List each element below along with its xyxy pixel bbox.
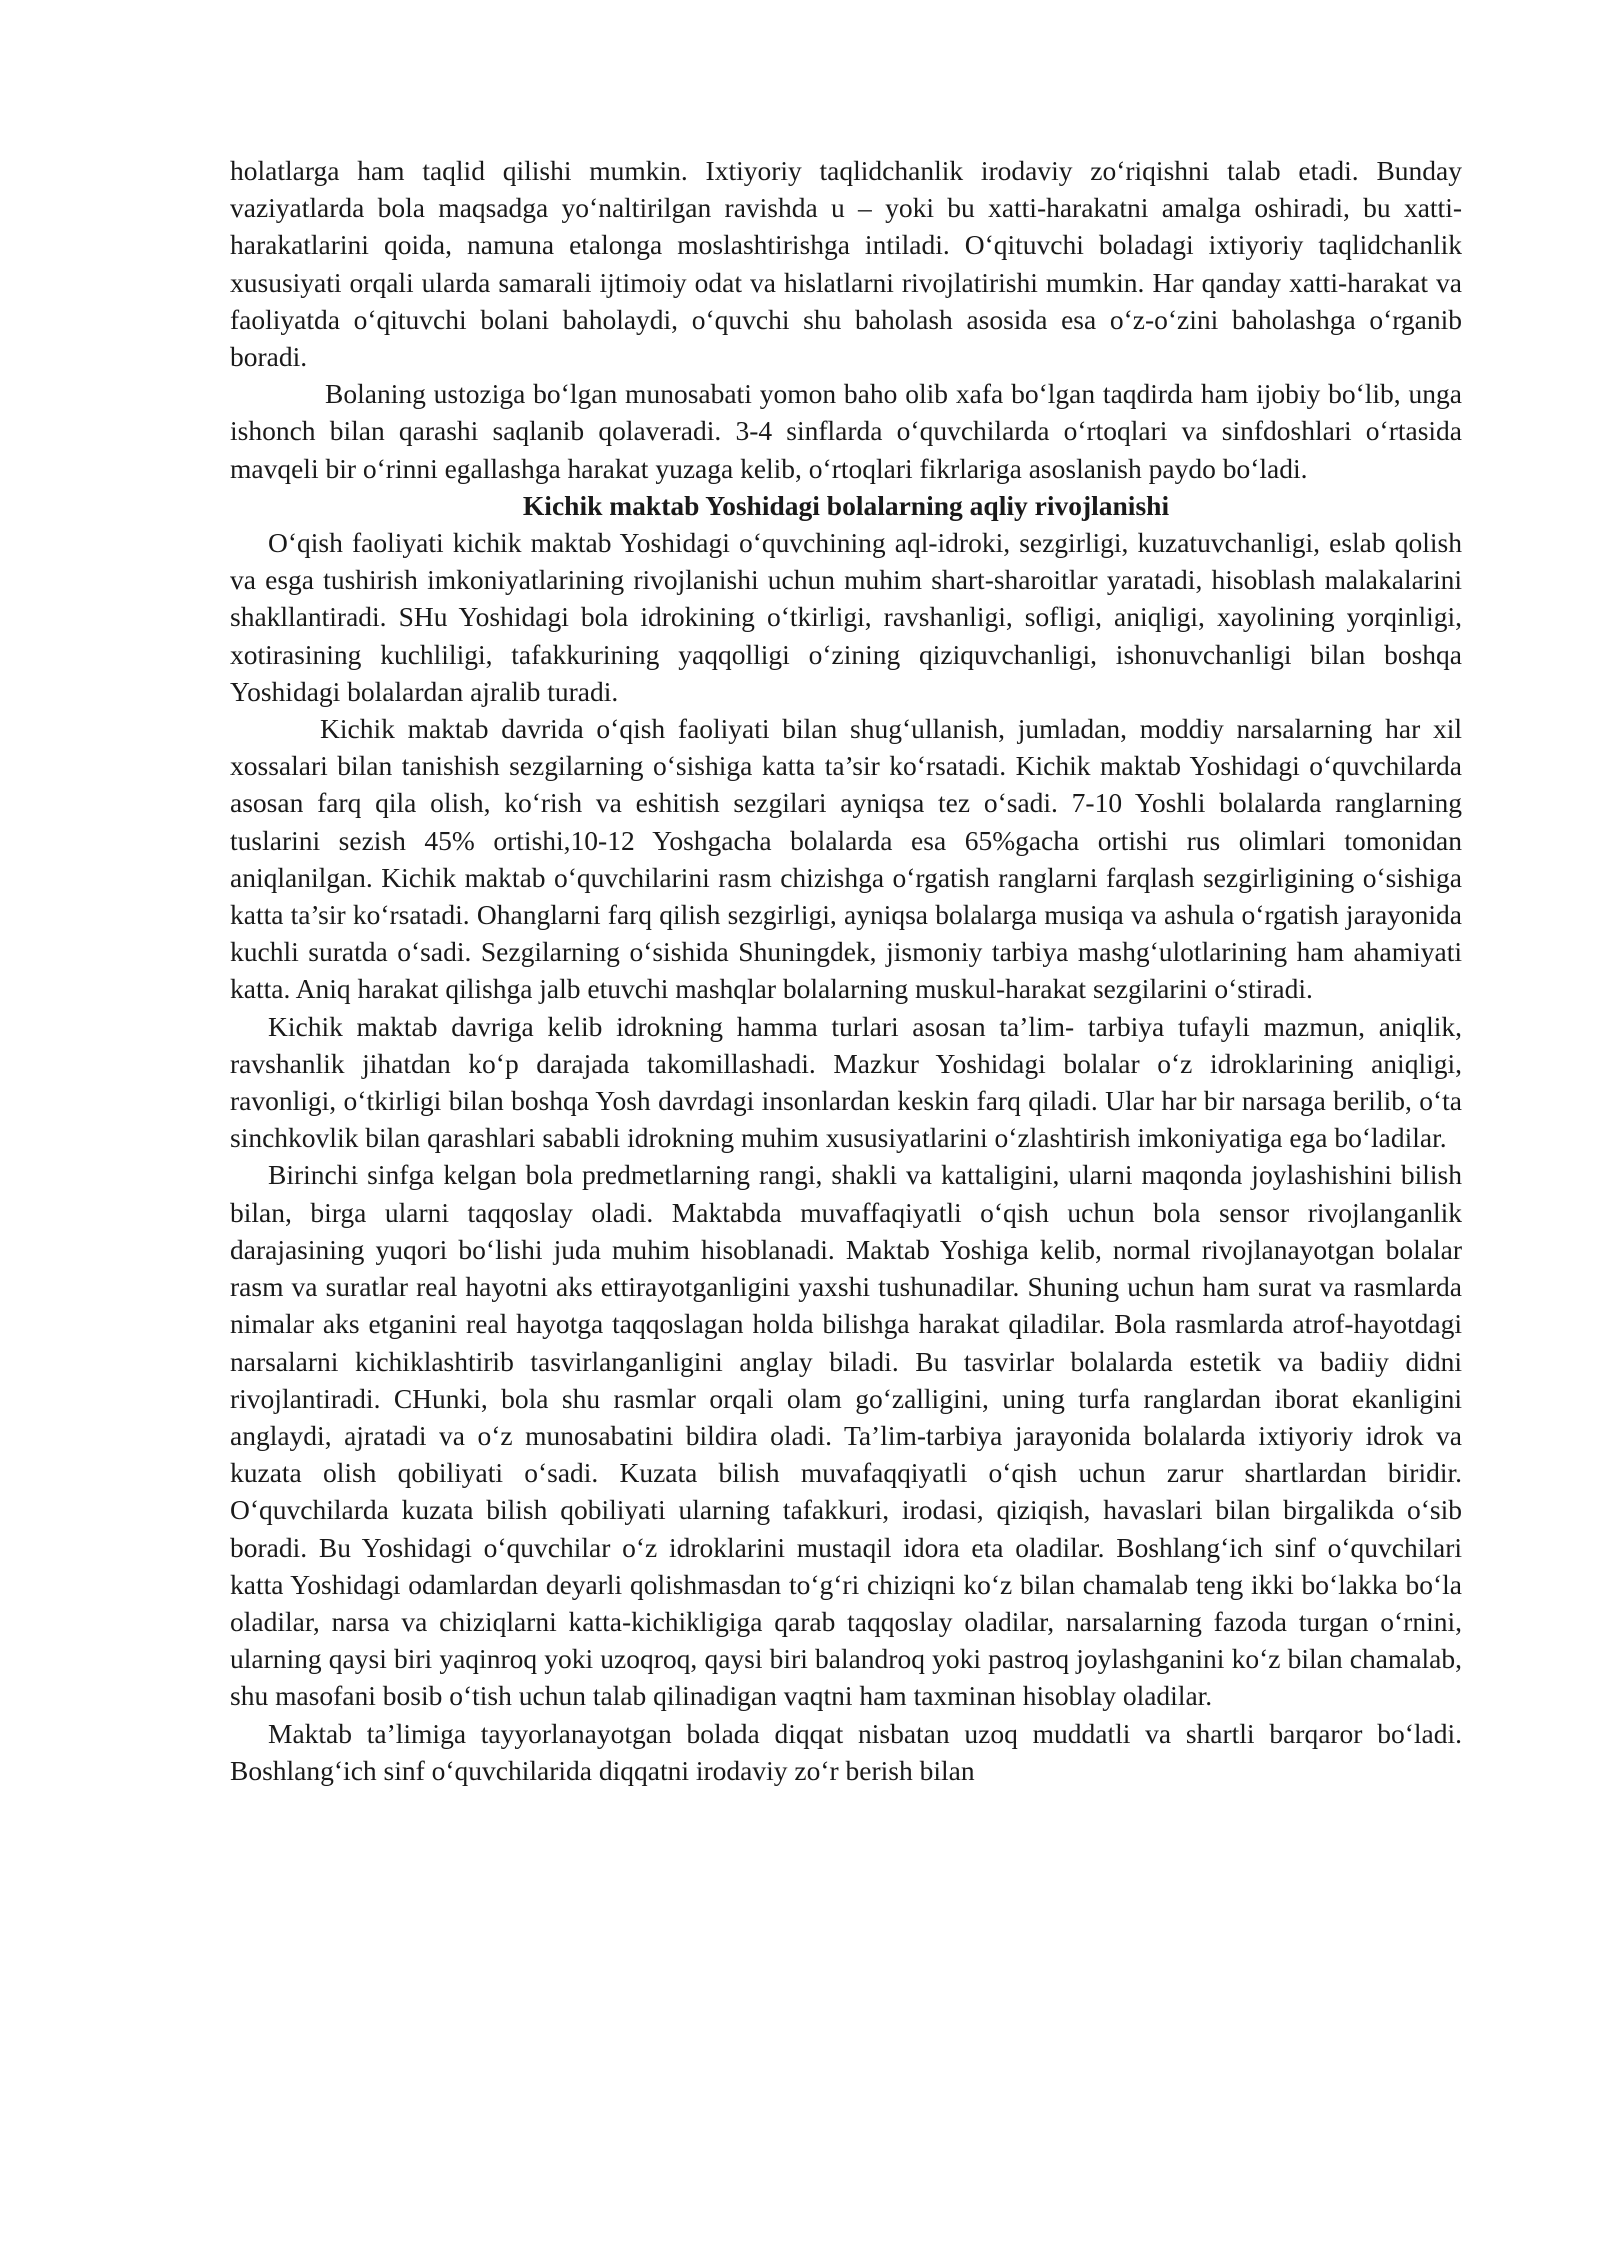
paragraph-attention: Maktab ta’limiga tayyorlanayotgan bolada diqqat nisbatan uzoq muddatli va shartli barqaror bo‘ladi. Boshlang‘ich sinf o‘quvchilarida diqqatni irodaviy zo‘r berish bilan bbox=[230, 1717, 1462, 1786]
paragraph-perception: Kichik maktab davriga kelib idrokning hamma turlari asosan ta’lim- tarbiya tufayli mazmun, aniqlik, ravshanlik jihatdan ko‘p darajada takomillashadi. Mazkur Yoshidagi bolalar o‘z idroklarining aniqligi, ravonligi, o‘tkirligi bilan boshqa Yosh davrdagi insonlardan keskin farq qiladi. Ular har bir narsaga berilib, o‘ta sinchkovlik bilan qarashlari sababli idrokning muhim xususiyatlarini o‘zlashtirish imkoniyatiga ega bo‘ladilar. bbox=[230, 1010, 1462, 1154]
paragraph-teacher-relationship: Bolaning ustoziga bo‘lgan munosabati yomon baho olib xafa bo‘lgan taqdirda ham ijobiy bo‘lib, unga ishonch bilan qarashi saqlanib qolaveradi. 3-4 sinflarda o‘quvchilarda o‘rtoqlari va sinfdoshlari o‘rtasida mavqeli bir o‘rinni egallashga harakat yuzaga kelib, o‘rtoqlari fikrlariga asoslanish paydo bo‘ladi. bbox=[230, 378, 1462, 484]
paragraph-reading-activity: O‘qish faoliyati kichik maktab Yoshidagi o‘quvchining aql-idroki, sezgirligi, kuzatuvchanligi, eslab qolish va esga tushirish imkoniyatlarining rivojlanishi uchun muhim shart-sharoitlar yaratadi, hisoblash malakalarini shakllantiradi. SHu Yoshidagi bola idrokining o‘tkirligi, ravshanligi, sofligi, aniqligi, xayolining yorqinligi, xotirasining kuchliligi, tafakkurining yaqqolligi o‘zining qiziquvchanligi, ishonuvchanligi bilan boshqa Yoshidagi bolalardan ajralib turadi. bbox=[230, 527, 1462, 707]
paragraph-sensory-development: Kichik maktab davrida o‘qish faoliyati bilan shug‘ullanish, jumladan, moddiy narsalarning har xil xossalari bilan tanishish sezgilarning o‘sishiga katta ta’sir ko‘rsatadi. Kichik maktab Yoshidagi o‘quvchilarda asosan farq qila olish, ko‘rish va eshitish sezgilari ayniqsa tez o‘sadi. 7-10 Yoshli bolalarda ranglarning tuslarini sezish 45% ortishi,10-12 Yoshgacha bolalarda esa 65%gacha ortishi rus olimlari tomonidan aniqlanilgan. Kichik maktab o‘quvchilarini rasm chizishga o‘rgatish ranglarni farqlash sezgirligining o‘sishiga katta ta’sir ko‘rsatadi. Ohanglarni farq qilish sezgirligi, ayniqsa bolalarga musiqa va ashula o‘rgatish jarayonida kuchli suratda o‘sadi. Sezgilarning o‘sishida Shuningdek, jismoniy tarbiya mashg‘ulotlarining ham ahamiyati katta. Aniq harakat qilishga jalb etuvchi mashqlar bolalarning muskul-harakat sezgilarini o‘stiradi. bbox=[230, 713, 1462, 1005]
section-heading: Kichik maktab Yoshidagi bolalarning aqliy rivojlanishi bbox=[522, 489, 1170, 521]
document-page bbox=[230, 152, 1462, 1789]
paragraph-continuation: holatlarga ham taqlid qilishi mumkin. Ixtiyoriy taqlidchanlik irodaviy zo‘riqishni talab etadi. Bunday vaziyatlarda bola maqsadga yo‘naltirilgan ravishda u – yoki bu xatti-harakatni amalga oshiradi, bu xatti-harakatlarini qoida, namuna etalonga moslashtirishga intiladi. O‘qituvchi boladagi ixtiyoriy taqlidchanlik xususiyati orqali ularda samarali ijtimoiy odat va hislatlarni rivojlatirishi mumkin. Har qanday xatti-harakat va faoliyatda o‘qituvchi bolani baholaydi, o‘quvchi shu baholash asosida esa o‘z-o‘zini baholashga o‘rganib boradi. bbox=[230, 155, 1462, 373]
paragraph-first-grade: Birinchi sinfga kelgan bola predmetlarning rangi, shakli va kattaligini, ularni maqonda joylashishini bilish bilan, birga ularni taqqoslay oladi. Maktabda muvaffaqiyatli o‘qish uchun bola sensor rivojlanganlik darajasining yuqori bo‘lishi juda muhim hisoblanadi. Maktab Yoshiga kelib, normal rivojlanayotgan bolalar rasm va suratlar real hayotni aks ettirayotganligini yaxshi tushunadilar. Shuning uchun ham surat va rasmlarda nimalar aks etganini real hayotga taqqoslagan holda bilishga harakat qiladilar. Bola rasmlarda atrof-hayotdagi narsalarni kichiklashtirib tasvirlanganligini anglay biladi. Bu tasvirlar bolalarda estetik va badiiy didni rivojlantiradi. CHunki, bola shu rasmlar orqali olam go‘zalligini, uning turfa ranglardan iborat ekanligini anglaydi, ajratadi va o‘z munosabatini bildira oladi. Ta’lim-tarbiya jarayonida bolalarda ixtiyoriy idrok va kuzata olish qobiliyati o‘sadi. Kuzata bilish muvafaqqiyatli o‘qish uchun zarur shartlardan biridir. O‘quvchilarda kuzata bilish qobiliyati ularning tafakkuri, irodasi, qiziqish, havaslari bilan birgalikda o‘sib boradi. Bu Yoshidagi o‘quvchilar o‘z idroklarini mustaqil idora eta oladilar. Boshlang‘ich sinf o‘quvchilari katta Yoshidagi odamlardan deyarli qolishmasdan to‘g‘ri chiziqni ko‘z bilan chamalab teng ikki bo‘lakka bo‘la oladilar, narsa va chiziqlarni katta-kichikligiga qarab taqqoslay oladilar, narsalarning fazoda turgan o‘rnini, ularning qaysi biri yaqinroq yoki uzoqroq, qaysi biri balandroq yoki pastroq joylashganini ko‘z bilan chamalab, shu masofani bosib o‘tish uchun talab qilinadigan vaqtni ham taxminan hisoblay oladilar. bbox=[230, 1159, 1462, 1712]
